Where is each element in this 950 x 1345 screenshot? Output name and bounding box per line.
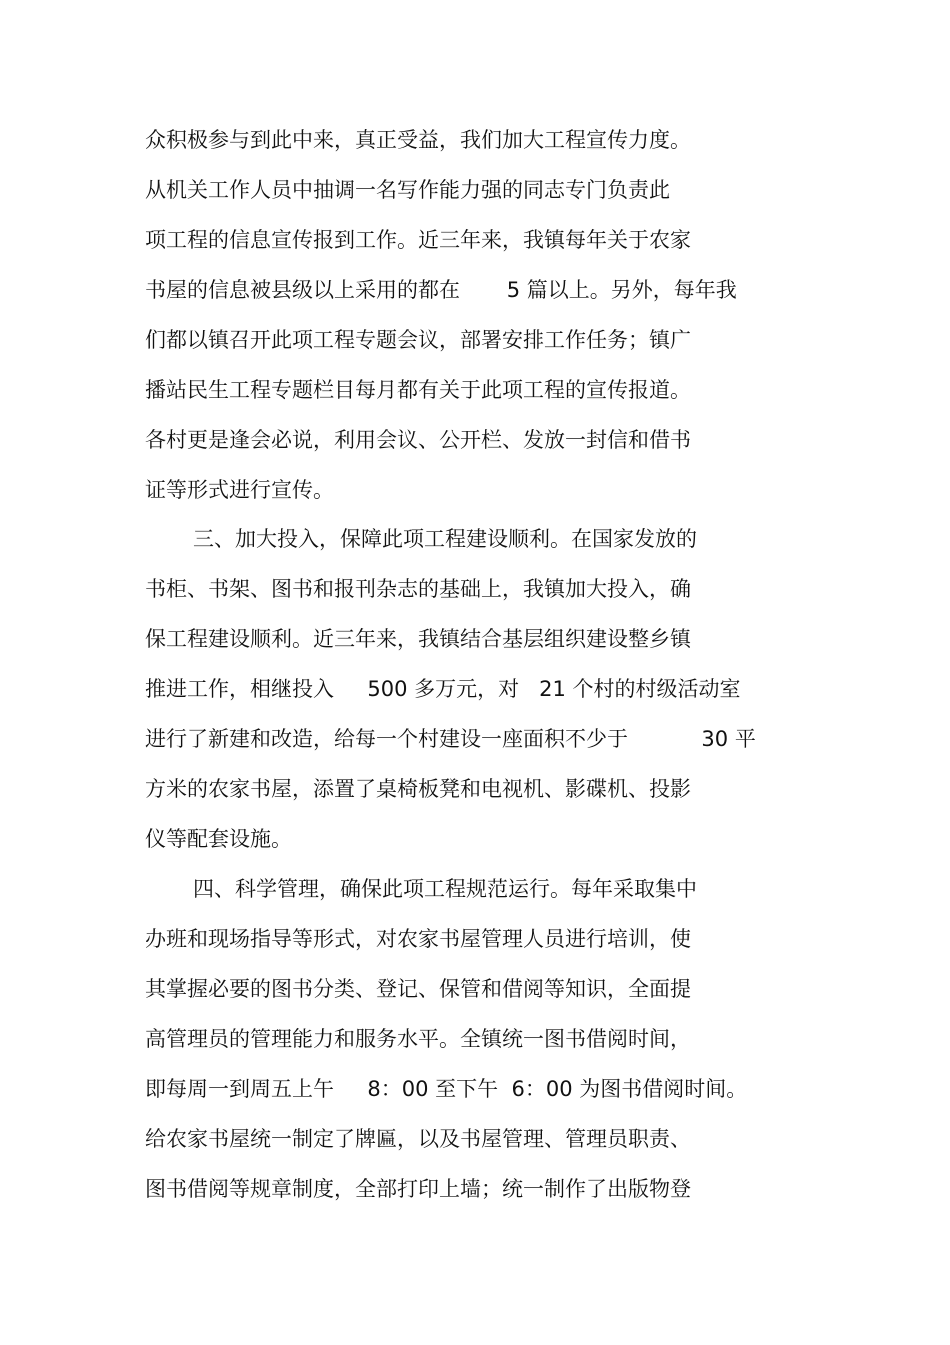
section-heading-line: 三、加大投入，保障此项工程建设顺利。在国家发放的: [193, 527, 697, 551]
text-line: 图书借阅等规章制度，全部打印上墙；统一制作了出版物登: [145, 1177, 691, 1201]
text-line: 办班和现场指导等形式，对农家书屋管理人员进行培训，使: [145, 927, 691, 951]
text-line: 其掌握必要的图书分类、登记、保管和借阅等知识，全面提: [145, 977, 691, 1001]
text-line: 各村更是逢会必说，利用会议、公开栏、发放一封信和借书: [145, 428, 691, 452]
text-line: 证等形式进行宣传。: [145, 478, 334, 502]
text-line: 从机关工作人员中抽调一名写作能力强的同志专门负责此: [145, 178, 670, 202]
text-line: 书屋的信息被县级以上采用的都在 5 篇以上。另外，每年我: [145, 278, 737, 302]
text-line: 方米的农家书屋，添置了桌椅板凳和电视机、影碟机、投影: [145, 777, 691, 801]
text-line: 们都以镇召开此项工程专题会议，部署安排工作任务；镇广: [145, 328, 691, 352]
text-line: 推进工作，相继投入 500 多万元，对 21 个村的村级活动室: [145, 677, 741, 701]
text-line: 项工程的信息宣传报到工作。近三年来，我镇每年关于农家: [145, 228, 691, 252]
text-line: 众积极参与到此中来，真正受益，我们加大工程宣传力度。: [145, 128, 691, 152]
text-line: 书柜、书架、图书和报刊杂志的基础上，我镇加大投入，确: [145, 577, 691, 601]
text-line: 进行了新建和改造，给每一个村建设一座面积不少于 30 平: [145, 727, 756, 751]
text-line: 给农家书屋统一制定了牌匾，以及书屋管理、管理员职责、: [145, 1127, 691, 1151]
section-heading-line: 四、科学管理，确保此项工程规范运行。每年采取集中: [193, 877, 697, 901]
text-line: 仪等配套设施。: [145, 827, 292, 851]
text-line: 高管理员的管理能力和服务水平。全镇统一图书借阅时间，: [145, 1027, 691, 1051]
text-line: 保工程建设顺利。近三年来，我镇结合基层组织建设整乡镇: [145, 627, 691, 651]
text-line: 即每周一到周五上午 8：00 至下午 6：00 为图书借阅时间。: [145, 1077, 748, 1101]
text-line: 播站民生工程专题栏目每月都有关于此项工程的宣传报道。: [145, 378, 691, 402]
